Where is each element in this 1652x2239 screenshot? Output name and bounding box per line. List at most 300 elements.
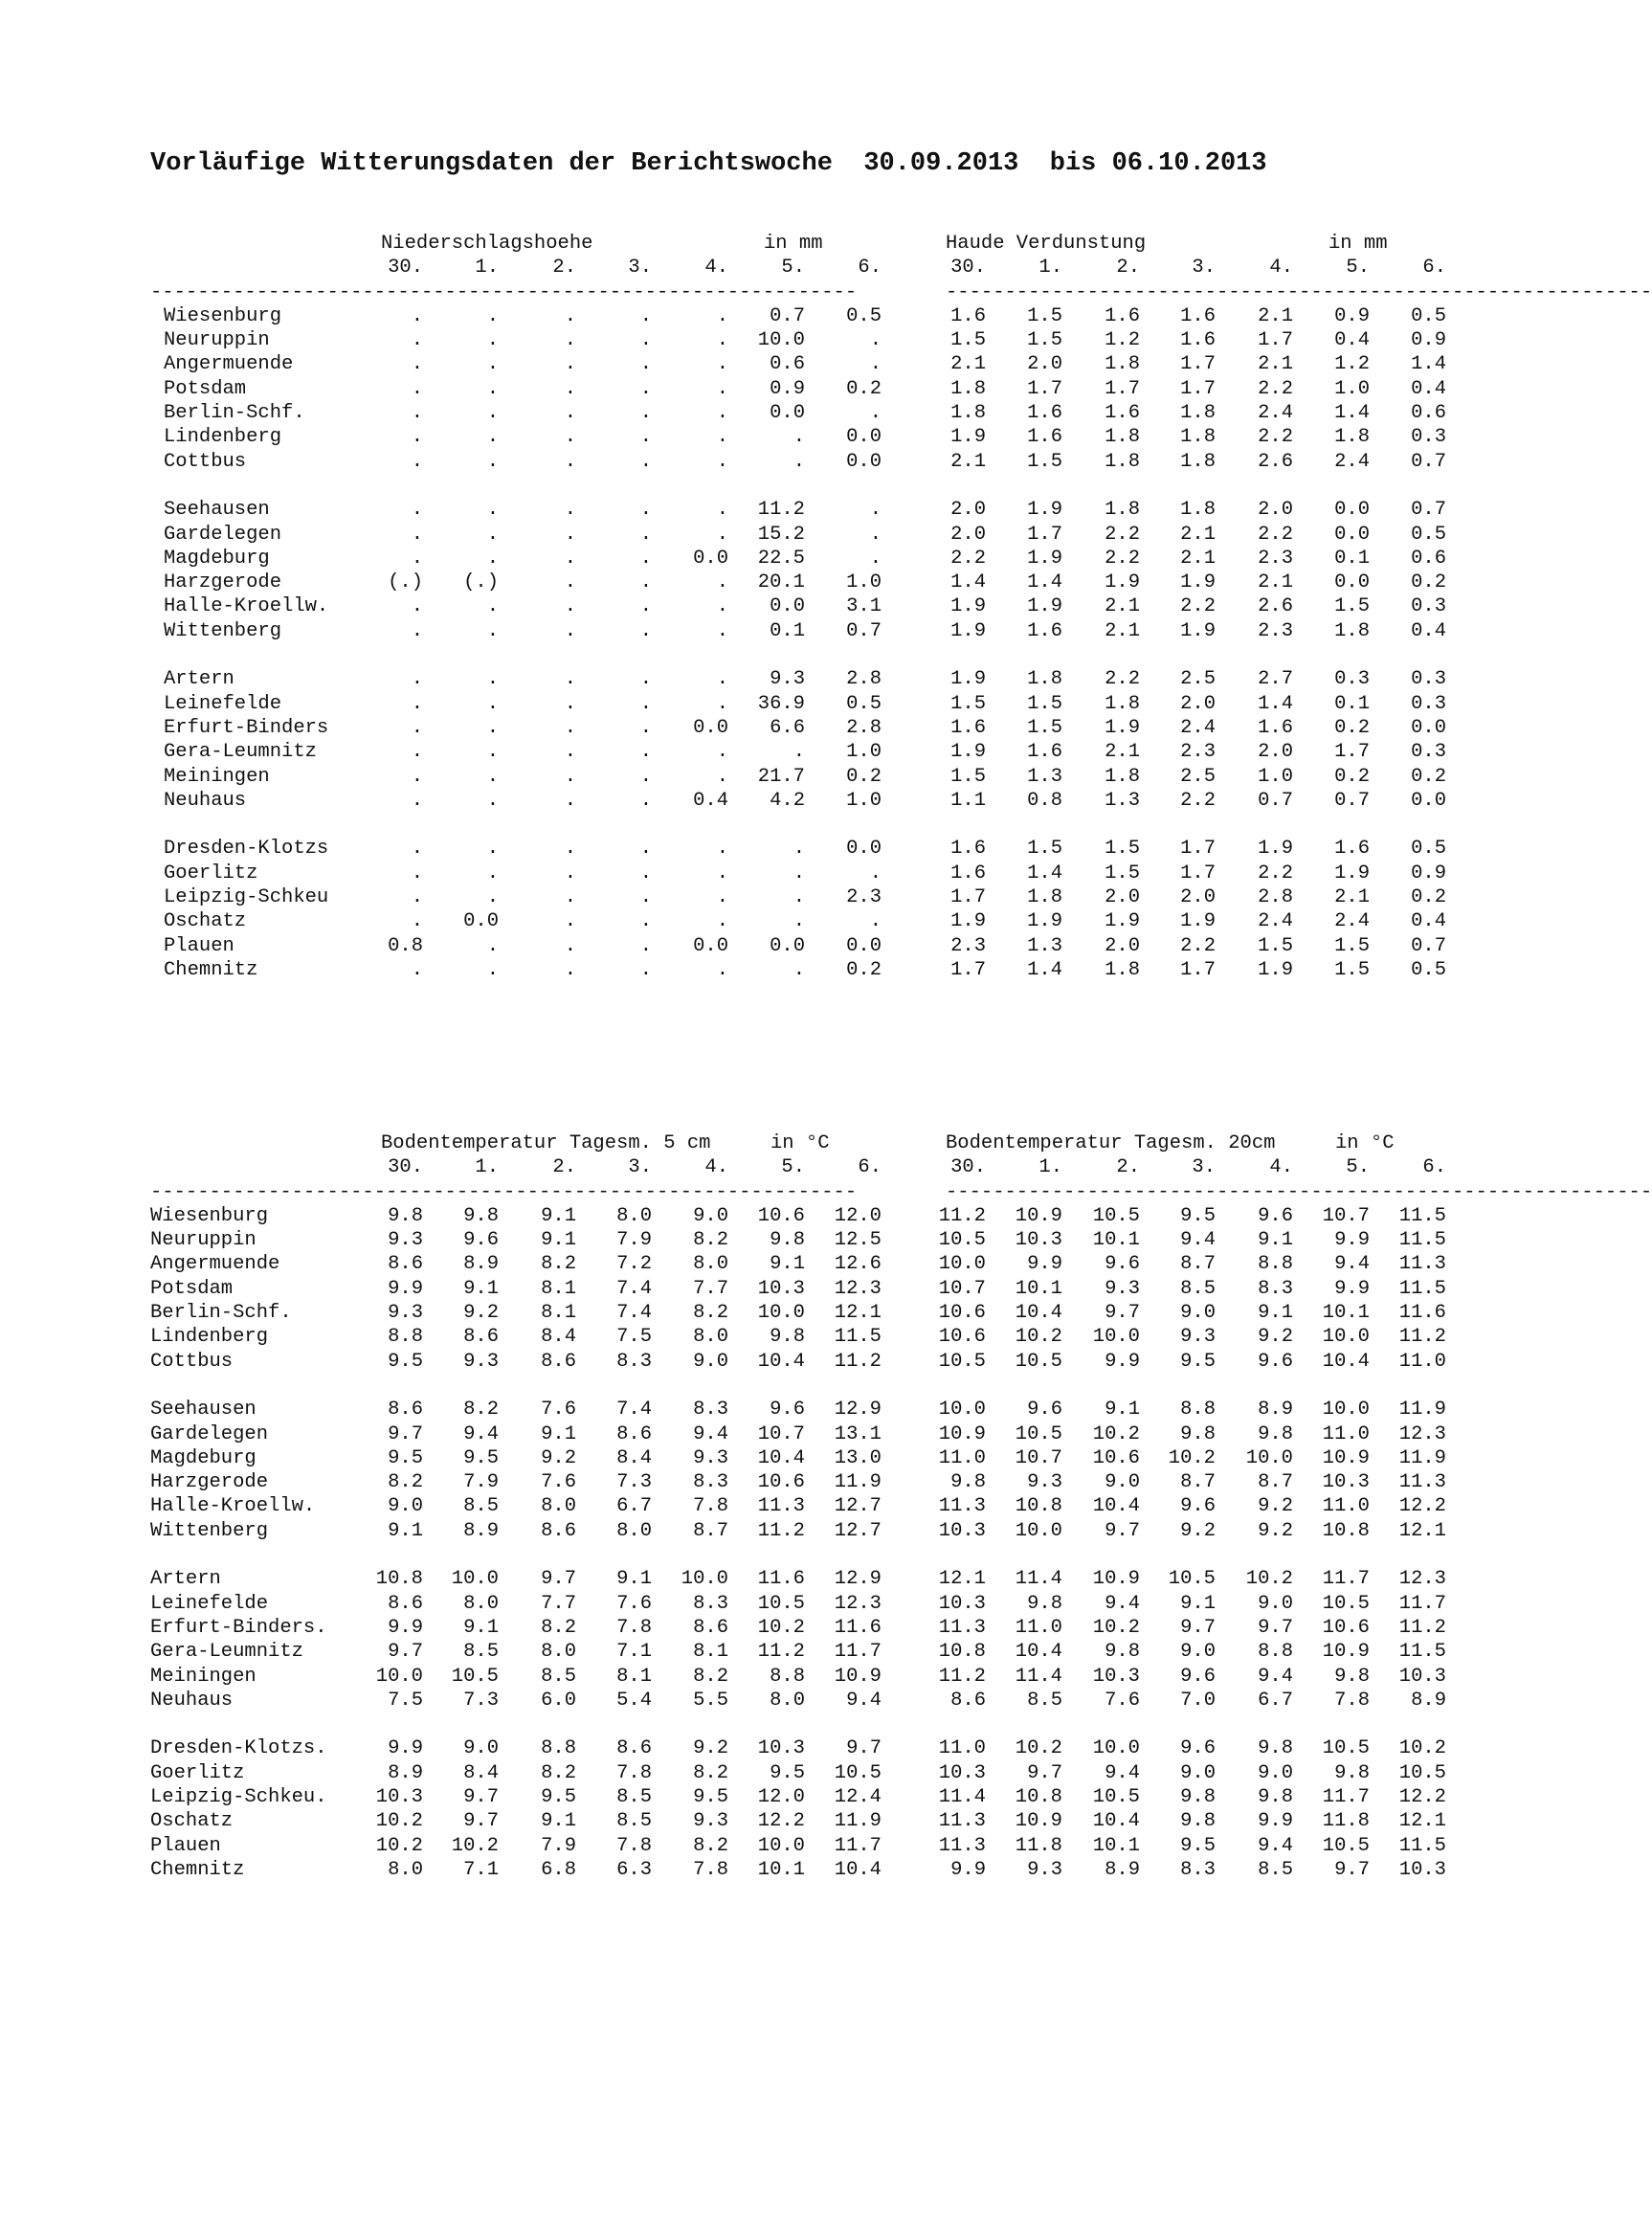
value-cell: 2.1 — [1180, 523, 1216, 546]
value-cell: 0.4 — [1411, 377, 1446, 400]
value-cell: . — [639, 353, 652, 376]
value-cell: 10.4 — [1015, 1641, 1062, 1664]
value-cell: 1.7 — [1180, 862, 1216, 884]
station-name: Leipzig-Schkeu. — [150, 1786, 327, 1809]
value-cell: 1.4 — [1334, 402, 1370, 425]
value-cell: 8.3 — [1258, 1277, 1293, 1300]
station-name: Cottbus — [150, 1350, 234, 1373]
value-cell: 9.1 — [1180, 1592, 1216, 1615]
value-cell: 8.8 — [388, 1326, 423, 1349]
value-cell: 8.2 — [541, 1616, 576, 1639]
value-cell: 2.2 — [1180, 595, 1216, 618]
value-cell: 9.3 — [388, 1229, 423, 1252]
value-cell: 8.6 — [388, 1399, 423, 1422]
value-cell: 0.5 — [1411, 304, 1446, 327]
day-label-left: 1. — [475, 1156, 499, 1179]
day-label-left: 3. — [628, 1156, 652, 1179]
value-cell: 8.4 — [616, 1446, 652, 1469]
value-cell: 11.5 — [1398, 1834, 1446, 1857]
value-cell: 8.9 — [463, 1519, 499, 1542]
value-cell: 11.6 — [834, 1616, 882, 1639]
value-cell: 9.1 — [541, 1204, 576, 1227]
value-cell: 11.8 — [1015, 1834, 1062, 1857]
value-cell: 8.0 — [541, 1641, 576, 1664]
value-cell: 0.6 — [770, 353, 805, 376]
value-cell: 10.5 — [1322, 1834, 1370, 1857]
value-cell: 9.5 — [693, 1786, 728, 1809]
value-cell: 10.3 — [1322, 1471, 1370, 1494]
separator-right: ------------------------------------------------------------ — [946, 1180, 1652, 1203]
value-cell: 1.4 — [1027, 862, 1062, 884]
value-cell: 2.6 — [1258, 450, 1293, 473]
value-cell: 1.2 — [1105, 329, 1140, 352]
value-cell: 8.5 — [1027, 1689, 1062, 1712]
value-cell: 10.9 — [1322, 1446, 1370, 1469]
value-cell: 8.7 — [693, 1519, 728, 1542]
value-cell: 12.5 — [834, 1229, 882, 1252]
value-cell: 1.5 — [1334, 934, 1370, 957]
value-cell: 6.3 — [616, 1858, 652, 1881]
station-name: Wittenberg — [150, 1519, 269, 1542]
value-cell: 10.5 — [1322, 1737, 1370, 1760]
value-cell: 8.9 — [1105, 1858, 1140, 1881]
value-cell: 10.7 — [757, 1422, 805, 1445]
station-name: Erfurt-Binders — [164, 716, 329, 739]
value-cell: 13.1 — [834, 1422, 882, 1445]
value-cell: 1.2 — [1334, 353, 1370, 376]
value-cell: 9.0 — [693, 1350, 728, 1373]
value-cell: 9.0 — [1180, 1641, 1216, 1664]
value-cell: 1.6 — [1027, 426, 1062, 449]
value-cell: 8.6 — [541, 1519, 576, 1542]
value-cell: 2.0 — [950, 499, 986, 522]
value-cell: 1.7 — [1180, 353, 1216, 376]
value-cell: 9.1 — [616, 1568, 652, 1591]
value-cell: 1.7 — [1334, 741, 1370, 764]
value-cell: 12.1 — [938, 1568, 986, 1591]
value-cell: 9.8 — [770, 1229, 805, 1252]
value-cell: 10.0 — [1092, 1737, 1140, 1760]
value-cell: . — [486, 934, 499, 957]
day-label-left: 30. — [388, 257, 423, 280]
station-name: Magdeburg — [164, 547, 270, 570]
station-name: Angermuende — [164, 353, 294, 376]
value-cell: 10.4 — [834, 1858, 882, 1881]
value-cell: . — [639, 402, 652, 425]
right-unit: in mm — [1328, 233, 1388, 255]
value-cell: 11.3 — [938, 1810, 986, 1833]
value-cell: 12.1 — [834, 1302, 882, 1325]
value-cell: 9.4 — [1258, 1834, 1293, 1857]
value-cell: 8.9 — [388, 1761, 423, 1784]
value-cell: 2.3 — [846, 886, 882, 909]
value-cell: 2.2 — [1180, 789, 1216, 812]
value-cell: 10.4 — [1015, 1302, 1062, 1325]
left-header: Niederschlagshoehe — [381, 233, 593, 255]
value-cell: . — [486, 499, 499, 522]
value-cell: 8.8 — [541, 1737, 576, 1760]
value-cell: 9.6 — [1105, 1253, 1140, 1276]
value-cell: 10.9 — [834, 1665, 882, 1688]
value-cell: 8.6 — [388, 1253, 423, 1276]
value-cell: 0.4 — [1334, 329, 1370, 352]
value-cell: 10.1 — [1015, 1277, 1062, 1300]
value-cell: 9.6 — [770, 1399, 805, 1422]
value-cell: 9.3 — [1027, 1471, 1062, 1494]
value-cell: . — [486, 789, 499, 812]
value-cell: . — [639, 934, 652, 957]
value-cell: 1.7 — [950, 958, 986, 981]
value-cell: 0.6 — [1411, 402, 1446, 425]
value-cell: 7.4 — [616, 1277, 652, 1300]
value-cell: 9.8 — [1180, 1810, 1216, 1833]
value-cell: 11.5 — [834, 1326, 882, 1349]
value-cell: 9.0 — [463, 1737, 499, 1760]
value-cell: 1.5 — [1027, 304, 1062, 327]
value-cell: . — [639, 499, 652, 522]
station-name: Leinefelde — [150, 1592, 269, 1615]
value-cell: 1.0 — [1334, 377, 1370, 400]
value-cell: 10.2 — [375, 1834, 423, 1857]
value-cell: 11.0 — [1322, 1422, 1370, 1445]
value-cell: 10.3 — [938, 1761, 986, 1784]
value-cell: 1.9 — [1027, 595, 1062, 618]
value-cell: . — [869, 329, 882, 352]
value-cell: 1.8 — [1334, 619, 1370, 642]
value-cell: . — [564, 958, 576, 981]
value-cell: 9.4 — [1334, 1253, 1370, 1276]
value-cell: 1.7 — [1180, 958, 1216, 981]
value-cell: 8.0 — [616, 1519, 652, 1542]
value-cell: 9.3 — [693, 1446, 728, 1469]
value-cell: 9.4 — [693, 1422, 728, 1445]
value-cell: 2.1 — [1105, 619, 1140, 642]
value-cell: 10.0 — [375, 1665, 423, 1688]
value-cell: 2.4 — [1334, 910, 1370, 933]
value-cell: 1.9 — [1027, 547, 1062, 570]
value-cell: 10.5 — [1168, 1568, 1216, 1591]
separator-right: ------------------------------------------------------------ — [946, 280, 1652, 303]
value-cell: . — [869, 910, 882, 933]
value-cell: 7.5 — [616, 1326, 652, 1349]
separator-left: ------------------------------------------------------------ — [150, 280, 858, 303]
value-cell: 9.0 — [693, 1204, 728, 1227]
value-cell: 0.2 — [846, 958, 882, 981]
value-cell: . — [486, 304, 499, 327]
value-cell: 11.5 — [1398, 1277, 1446, 1300]
value-cell: . — [869, 547, 882, 570]
value-cell: 2.6 — [1258, 595, 1293, 618]
value-cell: 11.2 — [938, 1665, 986, 1688]
value-cell: 0.9 — [770, 377, 805, 400]
value-cell: 1.9 — [1180, 619, 1216, 642]
value-cell: 2.2 — [1180, 934, 1216, 957]
value-cell: 10.4 — [1322, 1350, 1370, 1373]
value-cell: . — [411, 741, 423, 764]
value-cell: 10.8 — [375, 1568, 423, 1591]
value-cell: 7.1 — [616, 1641, 652, 1664]
value-cell: . — [564, 377, 576, 400]
value-cell: 1.8 — [1180, 450, 1216, 473]
value-cell: . — [486, 595, 499, 618]
value-cell: 9.4 — [1105, 1761, 1140, 1784]
value-cell: . — [639, 547, 652, 570]
value-cell: 0.1 — [770, 619, 805, 642]
station-name: Wittenberg — [164, 619, 282, 642]
station-name: Oschatz — [150, 1810, 234, 1833]
value-cell: 9.8 — [1258, 1786, 1293, 1809]
value-cell: 10.0 — [938, 1253, 986, 1276]
value-cell: 9.6 — [1180, 1665, 1216, 1688]
value-cell: 1.6 — [1258, 716, 1293, 739]
value-cell: 2.1 — [1334, 886, 1370, 909]
value-cell: 2.0 — [950, 523, 986, 546]
value-cell: 10.5 — [1092, 1786, 1140, 1809]
value-cell: 11.7 — [1322, 1568, 1370, 1591]
value-cell: 10.2 — [1398, 1737, 1446, 1760]
value-cell: . — [793, 450, 805, 473]
value-cell: 9.5 — [1180, 1350, 1216, 1373]
station-name: Seehausen — [150, 1399, 257, 1422]
value-cell: 8.2 — [693, 1761, 728, 1784]
station-name: Meiningen — [150, 1665, 257, 1688]
value-cell: 0.2 — [1411, 571, 1446, 594]
value-cell: 9.1 — [1258, 1229, 1293, 1252]
value-cell: 1.5 — [1027, 692, 1062, 715]
left-header: Bodentemperatur Tagesm. 5 cm — [381, 1132, 711, 1154]
value-cell: 11.2 — [938, 1204, 986, 1227]
value-cell: . — [716, 741, 728, 764]
value-cell: 2.2 — [1258, 377, 1293, 400]
value-cell: . — [486, 450, 499, 473]
value-cell: . — [486, 668, 499, 691]
value-cell: 10.0 — [757, 1302, 805, 1325]
value-cell: . — [411, 523, 423, 546]
value-cell: 0.4 — [693, 789, 728, 812]
value-cell: 11.5 — [1398, 1641, 1446, 1664]
value-cell: . — [411, 304, 423, 327]
value-cell: 9.8 — [1334, 1761, 1370, 1784]
value-cell: 1.8 — [1105, 765, 1140, 788]
right-header: Haude Verdunstung — [946, 233, 1147, 255]
value-cell: 12.3 — [834, 1277, 882, 1300]
value-cell: . — [411, 716, 423, 739]
value-cell: 10.0 — [1322, 1326, 1370, 1349]
station-name: Plauen — [150, 1834, 221, 1857]
value-cell: 9.9 — [1334, 1277, 1370, 1300]
value-cell: 1.8 — [1105, 426, 1140, 449]
value-cell: 36.9 — [757, 692, 805, 715]
value-cell: 0.9 — [1334, 304, 1370, 327]
value-cell: 7.7 — [693, 1277, 728, 1300]
value-cell: 9.8 — [1334, 1665, 1370, 1688]
value-cell: . — [411, 789, 423, 812]
value-cell: 8.5 — [616, 1786, 652, 1809]
value-cell: 7.8 — [693, 1495, 728, 1518]
day-label-right: 5. — [1346, 1156, 1370, 1179]
day-label-right: 1. — [1038, 257, 1062, 280]
value-cell: 8.2 — [693, 1302, 728, 1325]
value-cell: . — [716, 765, 728, 788]
value-cell: 0.0 — [693, 716, 728, 739]
value-cell: 2.3 — [1258, 619, 1293, 642]
value-cell: 0.2 — [1411, 886, 1446, 909]
station-name: Halle-Kroellw. — [150, 1495, 316, 1518]
value-cell: 9.1 — [463, 1277, 499, 1300]
value-cell: 8.3 — [616, 1350, 652, 1373]
station-name: Neuhaus — [150, 1689, 234, 1712]
value-cell: 9.3 — [1105, 1277, 1140, 1300]
value-cell: 12.9 — [834, 1399, 882, 1422]
value-cell: 2.0 — [1105, 934, 1140, 957]
value-cell: 7.1 — [463, 1858, 499, 1881]
value-cell: 11.3 — [938, 1495, 986, 1518]
value-cell: 2.1 — [950, 353, 986, 376]
value-cell: 11.4 — [1015, 1665, 1062, 1688]
value-cell: 10.2 — [375, 1810, 423, 1833]
value-cell: 0.5 — [846, 692, 882, 715]
value-cell: . — [716, 499, 728, 522]
value-cell: . — [486, 838, 499, 861]
value-cell: 9.5 — [1180, 1204, 1216, 1227]
value-cell: 10.0 — [938, 1399, 986, 1422]
value-cell: 1.5 — [1027, 450, 1062, 473]
value-cell: . — [411, 619, 423, 642]
value-cell: 8.3 — [1180, 1858, 1216, 1881]
value-cell: 12.2 — [1398, 1495, 1446, 1518]
value-cell: . — [486, 426, 499, 449]
value-cell: 8.5 — [1258, 1858, 1293, 1881]
value-cell: 9.0 — [1105, 1471, 1140, 1494]
value-cell: 10.4 — [1092, 1495, 1140, 1518]
value-cell: . — [716, 595, 728, 618]
value-cell: 10.0 — [1092, 1326, 1140, 1349]
value-cell: 10.0 — [451, 1568, 499, 1591]
value-cell: 9.4 — [846, 1689, 882, 1712]
value-cell: . — [869, 353, 882, 376]
value-cell: 12.3 — [1398, 1422, 1446, 1445]
station-name: Cottbus — [164, 450, 247, 473]
value-cell: . — [564, 571, 576, 594]
value-cell: 0.3 — [1334, 668, 1370, 691]
value-cell: 2.3 — [1180, 741, 1216, 764]
value-cell: 2.7 — [1258, 668, 1293, 691]
day-label-right: 6. — [1422, 257, 1446, 280]
value-cell: 8.2 — [463, 1399, 499, 1422]
value-cell: . — [411, 353, 423, 376]
value-cell: 12.7 — [834, 1519, 882, 1542]
value-cell: 0.7 — [1411, 450, 1446, 473]
value-cell: . — [486, 862, 499, 884]
value-cell: 9.0 — [1258, 1761, 1293, 1784]
value-cell: . — [869, 862, 882, 884]
value-cell: 9.9 — [1334, 1229, 1370, 1252]
value-cell: 6.7 — [1258, 1689, 1293, 1712]
value-cell: . — [639, 668, 652, 691]
day-label-right: 30. — [950, 1156, 986, 1179]
value-cell: 11.6 — [757, 1568, 805, 1591]
value-cell: 1.5 — [950, 765, 986, 788]
value-cell: 0.5 — [1411, 958, 1446, 981]
value-cell: 6.8 — [541, 1858, 576, 1881]
value-cell: 12.1 — [1398, 1810, 1446, 1833]
value-cell: 9.5 — [770, 1761, 805, 1784]
value-cell: 10.6 — [757, 1471, 805, 1494]
value-cell: 8.5 — [616, 1810, 652, 1833]
value-cell: 9.3 — [693, 1810, 728, 1833]
value-cell: . — [639, 958, 652, 981]
value-cell: 9.7 — [1258, 1616, 1293, 1639]
value-cell: 1.6 — [1180, 304, 1216, 327]
value-cell: 2.1 — [1258, 304, 1293, 327]
value-cell: 1.6 — [950, 304, 986, 327]
value-cell: 9.7 — [1105, 1302, 1140, 1325]
value-cell: 1.4 — [950, 571, 986, 594]
value-cell: 9.5 — [388, 1350, 423, 1373]
value-cell: 8.6 — [950, 1689, 986, 1712]
value-cell: 9.2 — [1258, 1519, 1293, 1542]
separator-left: ------------------------------------------------------------ — [150, 1180, 858, 1203]
value-cell: . — [716, 329, 728, 352]
value-cell: 9.7 — [541, 1568, 576, 1591]
value-cell: 8.2 — [388, 1471, 423, 1494]
value-cell: 8.9 — [1411, 1689, 1446, 1712]
value-cell: 8.5 — [463, 1641, 499, 1664]
station-name: Lindenberg — [150, 1326, 269, 1349]
value-cell: 1.9 — [1027, 910, 1062, 933]
station-name: Potsdam — [150, 1277, 234, 1300]
value-cell: 8.0 — [388, 1858, 423, 1881]
value-cell: 1.8 — [1334, 426, 1370, 449]
value-cell: 1.8 — [1105, 499, 1140, 522]
day-label-right: 5. — [1346, 257, 1370, 280]
value-cell: 0.7 — [846, 619, 882, 642]
value-cell: . — [639, 450, 652, 473]
value-cell: 11.0 — [938, 1446, 986, 1469]
value-cell: 8.6 — [693, 1616, 728, 1639]
value-cell: 1.9 — [1105, 571, 1140, 594]
value-cell: . — [716, 692, 728, 715]
value-cell: 8.0 — [693, 1326, 728, 1349]
value-cell: . — [564, 523, 576, 546]
day-label-left: 4. — [704, 1156, 728, 1179]
value-cell: 10.5 — [1015, 1422, 1062, 1445]
value-cell: 9.0 — [1258, 1592, 1293, 1615]
value-cell: 0.8 — [388, 934, 423, 957]
value-cell: 1.6 — [1105, 402, 1140, 425]
value-cell: 8.8 — [1258, 1641, 1293, 1664]
value-cell: 2.0 — [1180, 886, 1216, 909]
value-cell: . — [716, 426, 728, 449]
right-header: Bodentemperatur Tagesm. 20cm — [946, 1132, 1276, 1154]
station-name: Leinefelde — [164, 692, 282, 715]
value-cell: 0.3 — [1411, 426, 1446, 449]
value-cell: . — [564, 402, 576, 425]
value-cell: 1.8 — [1180, 402, 1216, 425]
value-cell: 9.4 — [1105, 1592, 1140, 1615]
value-cell: 8.6 — [541, 1350, 576, 1373]
value-cell: 21.7 — [757, 765, 805, 788]
value-cell: 8.0 — [463, 1592, 499, 1615]
station-name: Neuruppin — [150, 1229, 257, 1252]
value-cell: 9.6 — [1180, 1495, 1216, 1518]
value-cell: 10.2 — [1092, 1422, 1140, 1445]
value-cell: 10.8 — [1015, 1495, 1062, 1518]
value-cell: 0.2 — [1334, 716, 1370, 739]
value-cell: 9.7 — [1105, 1519, 1140, 1542]
value-cell: 0.7 — [1334, 789, 1370, 812]
value-cell: 8.8 — [1180, 1399, 1216, 1422]
